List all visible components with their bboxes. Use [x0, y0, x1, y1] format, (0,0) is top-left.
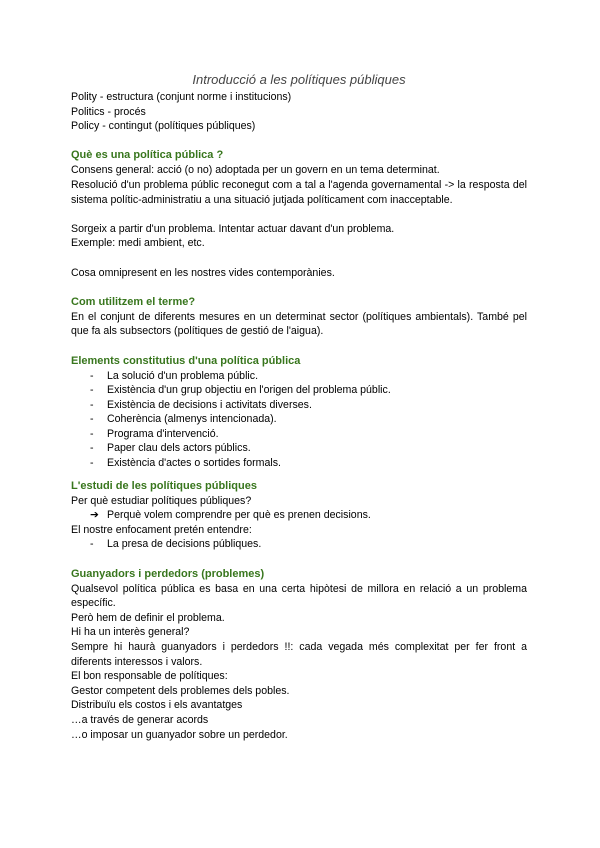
- paragraph-line: El bon responsable de polítiques:: [71, 670, 228, 683]
- paragraph-line: Cosa omnipresent en les nostres vides contemporànies.: [71, 266, 335, 279]
- list-item: - Paper clau dels actors públics.: [71, 441, 527, 456]
- paragraph-line: El nostre enfocament pretén entendre:: [71, 523, 252, 536]
- study-list: [71, 537, 527, 552]
- intro-line: Polity - estructura (conjunt norme i institucions): [71, 91, 292, 103]
- paragraph-line: Qualsevol política pública es basa en una certa hipòtesi de millora en relació a un problema específic.: [71, 582, 527, 610]
- paragraph-line: En el conjunt de diferents mesures en un determinat sector (polítiques ambientals). També pel que fa als subsectors (polítiques de gestió de l'aigua).: [71, 310, 527, 338]
- paragraph-line: Sempre hi haurà guanyadors i perdedors !!: cada vegada més complexitat per fer front a diferents interessos i valors.: [71, 641, 527, 668]
- section-heading-study: L'estudi de les polítiques públiques: [71, 479, 257, 492]
- paragraph-line: Per què estudiar polítiques públiques?: [71, 494, 252, 507]
- list-item: - Coherència (almenys intencionada).: [71, 412, 527, 427]
- section-heading-what-is-policy: Què es una política pública ?: [71, 149, 224, 162]
- list-item: - Existència de decisions i activitats diverses.: [71, 398, 527, 413]
- paragraph-line: Gestor competent dels problemes dels pobles.: [71, 684, 290, 697]
- arrow-item-text: Perquè volem comprendre per què es prenen decisions.: [107, 509, 371, 522]
- intro-line: Politics - procés: [71, 105, 146, 118]
- arrow-right-icon: ➔: [90, 509, 99, 522]
- list-item: - La presa de decisions públiques.: [71, 537, 527, 552]
- list-item: - Existència d'un grup objectiu en l'origen del problema públic.: [71, 383, 527, 398]
- paragraph-line: …o imposar un guanyador sobre un perdedor.: [71, 728, 288, 741]
- paragraph-line: Resolució d'un problema públic reconegut com a tal a l'agenda governamental -> la resposta del sistema polític-administratiu a una situació jutjada políticament com inacceptable.: [71, 178, 527, 206]
- section-heading-term-usage: Com utilitzem el terme?: [71, 295, 196, 308]
- list-item: - Existència d'actes o sortides formals.: [71, 456, 527, 471]
- paragraph-line: Consens general: acció (o no) adoptada per un govern en un tema determinat.: [71, 164, 440, 177]
- paragraph-line: …a través de generar acords: [71, 713, 209, 726]
- list-item: - Programa d'intervenció.: [71, 427, 527, 442]
- paragraph-line: Hi ha un interès general?: [71, 626, 190, 639]
- paragraph-line: Exemple: medi ambient, etc.: [71, 237, 205, 250]
- elements-list: [71, 369, 527, 471]
- paragraph-line: Sorgeix a partir d'un problema. Intentar actuar davant d'un problema.: [71, 222, 395, 235]
- intro-line: Policy - contingut (polítiques públiques): [71, 120, 256, 133]
- section-heading-elements: Elements constitutius d'una política pública: [71, 354, 301, 367]
- paragraph-line: Però hem de definir el problema.: [71, 611, 225, 624]
- arrow-list-item: [71, 508, 527, 523]
- page-title: Introducció a les polítiques públiques: [192, 72, 406, 87]
- list-item: - La solució d'un problema públic.: [71, 369, 527, 384]
- document-content: [71, 72, 527, 742]
- paragraph-line: Distribuïu els costos i els avantatges: [71, 699, 243, 712]
- section-heading-winners-losers: Guanyadors i perdedors (problemes): [71, 567, 265, 580]
